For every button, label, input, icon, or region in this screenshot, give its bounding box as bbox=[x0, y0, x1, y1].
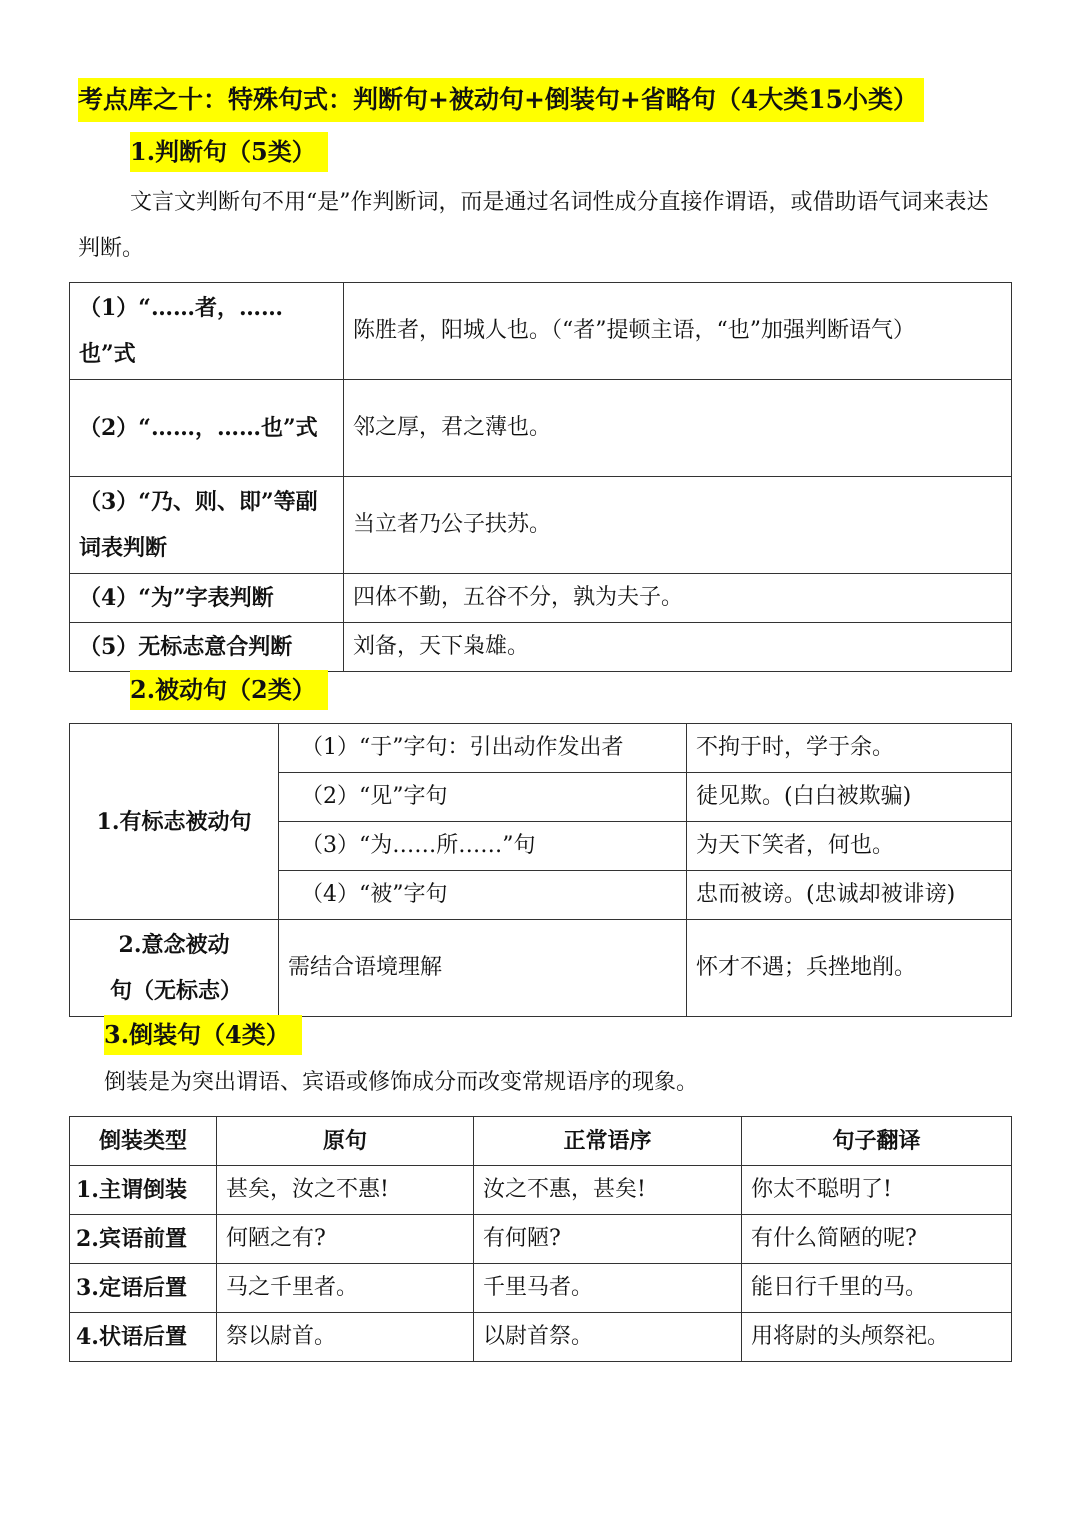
normal-order-cell: 汝之不惠，甚矣! bbox=[474, 1166, 742, 1215]
passive-example-cell: 不拘于时，学于余。 bbox=[687, 724, 1012, 773]
table-row bbox=[70, 1215, 1012, 1264]
table-row bbox=[70, 623, 1012, 672]
table-row bbox=[70, 1166, 1012, 1215]
passive-form-cell: （2）“见”字句 bbox=[279, 773, 687, 822]
section-heading-judgment: 1.判断句（5类） bbox=[130, 132, 328, 172]
translation-cell: 用将尉的头颅祭祀。 bbox=[742, 1313, 1012, 1362]
judgment-intro bbox=[78, 180, 1008, 272]
normal-order-cell: 以尉首祭。 bbox=[474, 1313, 742, 1362]
column-header: 句子翻译 bbox=[742, 1117, 1012, 1166]
table-row bbox=[70, 380, 1012, 477]
column-header: 正常语序 bbox=[474, 1117, 742, 1166]
judgment-type-cell: （3）“乃、则、即”等副词表判断 bbox=[70, 477, 344, 574]
judgment-table bbox=[69, 282, 1012, 672]
column-header: 原句 bbox=[217, 1117, 474, 1166]
judgment-type-cell: （1）“……者，……也”式 bbox=[70, 283, 344, 380]
notional-passive-note: 需结合语境理解 bbox=[279, 920, 687, 1017]
judgment-type-cell: （4）“为”字表判断 bbox=[70, 574, 344, 623]
inversion-type-cell: 2.宾语前置 bbox=[70, 1215, 217, 1264]
normal-order-cell: 有何陋? bbox=[474, 1215, 742, 1264]
translation-cell: 能日行千里的马。 bbox=[742, 1264, 1012, 1313]
column-header: 倒装类型 bbox=[70, 1117, 217, 1166]
original-sentence-cell: 甚矣，汝之不惠! bbox=[217, 1166, 474, 1215]
marked-passive-label: 1.有标志被动句 bbox=[70, 724, 279, 920]
table-row bbox=[70, 1313, 1012, 1362]
judgment-example-cell: 四体不勤，五谷不分，孰为夫子。 bbox=[344, 574, 1012, 623]
original-sentence-cell: 马之千里者。 bbox=[217, 1264, 474, 1313]
table-row bbox=[70, 283, 1012, 380]
judgment-example-cell: 陈胜者，阳城人也。（“者”提顿主语，“也”加强判断语气） bbox=[344, 283, 1012, 380]
judgment-example-cell: 刘备，天下枭雄。 bbox=[344, 623, 1012, 672]
judgment-example-cell: 邻之厚，君之薄也。 bbox=[344, 380, 1012, 477]
passive-form-cell: （4）“被”字句 bbox=[279, 871, 687, 920]
inversion-type-cell: 3.定语后置 bbox=[70, 1264, 217, 1313]
original-sentence-cell: 祭以尉首。 bbox=[217, 1313, 474, 1362]
passive-table bbox=[69, 723, 1012, 1017]
inversion-type-cell: 4.状语后置 bbox=[70, 1313, 217, 1362]
section-heading-inversion: 3.倒装句（4类） bbox=[104, 1015, 302, 1055]
judgment-type-cell: （5）无标志意合判断 bbox=[70, 623, 344, 672]
table-header-row bbox=[70, 1117, 1012, 1166]
table-row bbox=[70, 1264, 1012, 1313]
table-row bbox=[70, 920, 1012, 1017]
passive-example-cell: 为天下笑者，何也。 bbox=[687, 822, 1012, 871]
passive-example-cell: 徒见欺。(白白被欺骗) bbox=[687, 773, 1012, 822]
notional-passive-label: 2.意念被动句（无标志） bbox=[70, 920, 279, 1017]
judgment-example-cell: 当立者乃公子扶苏。 bbox=[344, 477, 1012, 574]
table-row bbox=[70, 477, 1012, 574]
table-row bbox=[70, 574, 1012, 623]
judgment-intro-text: 文言文判断句不用“是”作判断词，而是通过名词性成分直接作谓语，或借助语气词来表达判断。 bbox=[78, 190, 989, 261]
normal-order-cell: 千里马者。 bbox=[474, 1264, 742, 1313]
passive-example-cell: 忠而被谤。(忠诚却被诽谤) bbox=[687, 871, 1012, 920]
inversion-table bbox=[69, 1116, 1012, 1362]
inversion-intro: 倒装是为突出谓语、宾语或修饰成分而改变常规语序的现象。 bbox=[104, 1070, 699, 1095]
translation-cell: 你太不聪明了! bbox=[742, 1166, 1012, 1215]
original-sentence-cell: 何陋之有? bbox=[217, 1215, 474, 1264]
judgment-type-cell: （2）“……，……也”式 bbox=[70, 380, 344, 477]
passive-form-cell: （1）“于”字句：引出动作发出者 bbox=[279, 724, 687, 773]
page-title: 考点库之十：特殊句式：判断句+被动句+倒装句+省略句（4大类15小类） bbox=[78, 78, 924, 122]
table-row bbox=[70, 724, 1012, 773]
translation-cell: 有什么简陋的呢? bbox=[742, 1215, 1012, 1264]
inversion-type-cell: 1.主谓倒装 bbox=[70, 1166, 217, 1215]
section-heading-passive: 2.被动句（2类） bbox=[130, 670, 328, 710]
passive-form-cell: （3）“为……所……”句 bbox=[279, 822, 687, 871]
notional-passive-example: 怀才不遇；兵挫地削。 bbox=[687, 920, 1012, 1017]
